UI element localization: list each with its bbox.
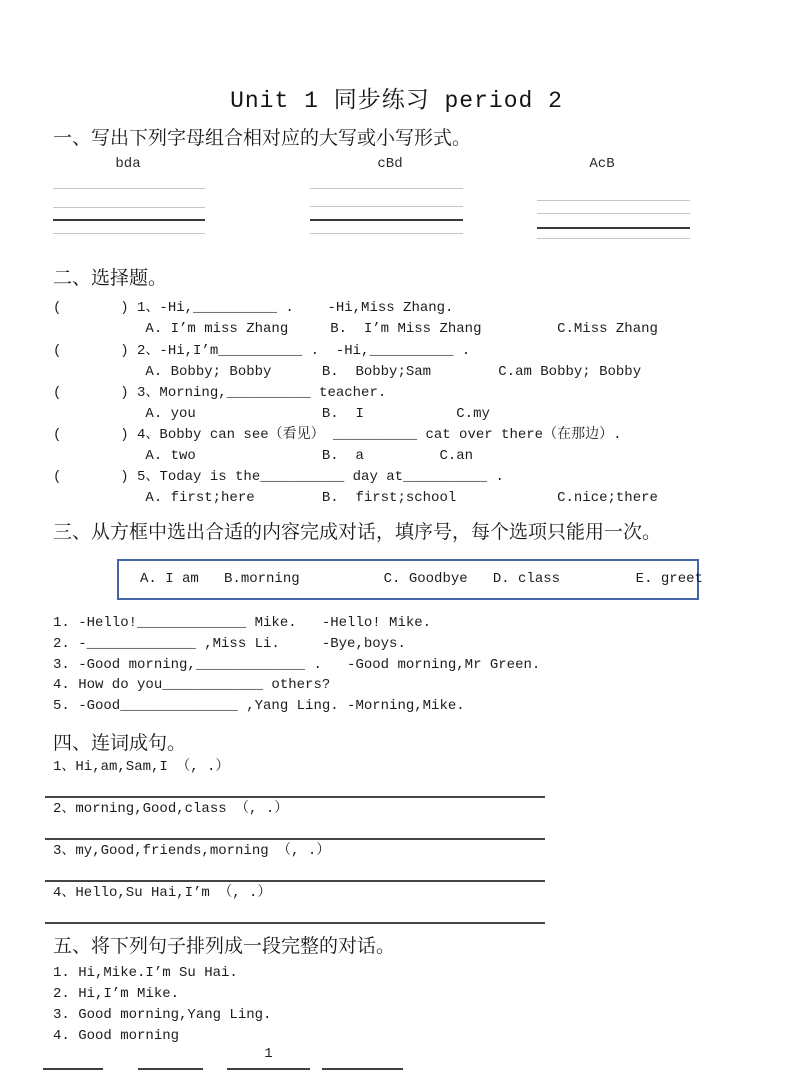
writing-lines-group-2 xyxy=(310,188,463,235)
choice-item-2-options: A. Bobby; Bobby B. Bobby;Sam C.am Bobby; Bobby xyxy=(53,364,642,380)
writing-line xyxy=(53,188,205,189)
sentence-item-1: 1. Hi,Mike.I’m Su Hai. xyxy=(53,965,238,981)
choice-item-2-stem: ( ) 2、-Hi,I’m__________ . -Hi,__________ . xyxy=(53,343,471,359)
choice-item-4-options: A. two B. a C.an xyxy=(53,448,474,464)
order-blank-3-value: 1 xyxy=(264,1046,273,1062)
answer-line-3 xyxy=(45,880,545,882)
reorder-words-item-3: 3、my,Good,friends,morning （, .） xyxy=(53,843,331,859)
answer-line-4 xyxy=(45,922,545,924)
writing-line xyxy=(310,188,463,189)
dialogue-item-2: 2. -_____________ ,Miss Li. -Bye,boys. xyxy=(53,636,406,652)
choice-item-5-stem: ( ) 5、Today is the__________ day at__________ . xyxy=(53,469,504,485)
dialogue-item-4: 4. How do you____________ others? xyxy=(53,677,331,693)
writing-line xyxy=(310,206,463,207)
section3-heading: 三、从方框中选出合适的内容完成对话，填序号，每个选项只能用一次。 xyxy=(53,521,662,543)
order-blank-1 xyxy=(43,1068,103,1070)
word-bank-box xyxy=(117,559,703,600)
answer-line-2 xyxy=(45,838,545,840)
order-blank-4 xyxy=(322,1068,403,1070)
letter-group-label-3: AcB xyxy=(589,156,615,172)
letter-group-label-2: cBd xyxy=(377,156,403,172)
reorder-words-item-2: 2、morning,Good,class （, .） xyxy=(53,801,289,817)
section2-heading: 二、选择题。 xyxy=(53,267,168,289)
order-blank-2 xyxy=(138,1068,203,1070)
order-blank-3 xyxy=(227,1068,310,1070)
writing-line xyxy=(537,238,690,239)
dialogue-item-3: 3. -Good morning,_____________ . -Good morning,Mr Green. xyxy=(53,657,541,673)
writing-line-baseline xyxy=(53,219,205,221)
dialogue-item-1: 1. -Hello!_____________ Mike. -Hello! Mike. xyxy=(53,615,432,631)
section5-heading: 五、将下列句子排列成一段完整的对话。 xyxy=(53,935,396,957)
choice-item-1-stem: ( ) 1、-Hi,__________ . -Hi,Miss Zhang. xyxy=(53,300,454,316)
writing-line xyxy=(53,233,205,234)
writing-line xyxy=(53,207,205,208)
choice-item-4-stem: ( ) 4、Bobby can see（看见） __________ cat over there（在那边）. xyxy=(53,427,622,443)
choice-item-3-stem: ( ) 3、Morning,__________ teacher. xyxy=(53,385,387,401)
reorder-words-item-4: 4、Hello,Su Hai,I’m （, .） xyxy=(53,885,272,901)
sentence-item-2: 2. Hi,I’m Mike. xyxy=(53,986,180,1002)
writing-line xyxy=(310,233,463,234)
sentence-item-4: 4. Good morning xyxy=(53,1028,180,1044)
letter-group-label-1: bda xyxy=(115,156,141,172)
choice-item-5-options: A. first;here B. first;school C.nice;there xyxy=(53,490,658,506)
writing-lines-group-1 xyxy=(53,188,205,235)
choice-item-1-options: A. I’m miss Zhang B. I’m Miss Zhang C.Miss Zhang xyxy=(53,321,658,337)
sentence-item-3: 3. Good morning,Yang Ling. xyxy=(53,1007,272,1023)
answer-line-1 xyxy=(45,796,545,798)
page-title: Unit 1 同步练习 period 2 xyxy=(230,88,563,114)
writing-lines-group-3 xyxy=(537,200,690,240)
section4-heading: 四、连词成句。 xyxy=(53,732,187,754)
choice-item-3-options: A. you B. I C.my xyxy=(53,406,490,422)
writing-line xyxy=(537,200,690,201)
dialogue-item-5: 5. -Good______________ ,Yang Ling. -Morning,Mike. xyxy=(53,698,465,714)
writing-line-baseline xyxy=(310,219,463,221)
writing-line-baseline xyxy=(537,227,690,229)
reorder-words-item-1: 1、Hi,am,Sam,I （, .） xyxy=(53,759,230,775)
word-bank-options: A. I am B.morning C. Goodbye D. class E. greet xyxy=(140,571,703,587)
writing-line xyxy=(537,213,690,214)
section1-heading: 一、写出下列字母组合相对应的大写或小写形式。 xyxy=(53,127,472,149)
